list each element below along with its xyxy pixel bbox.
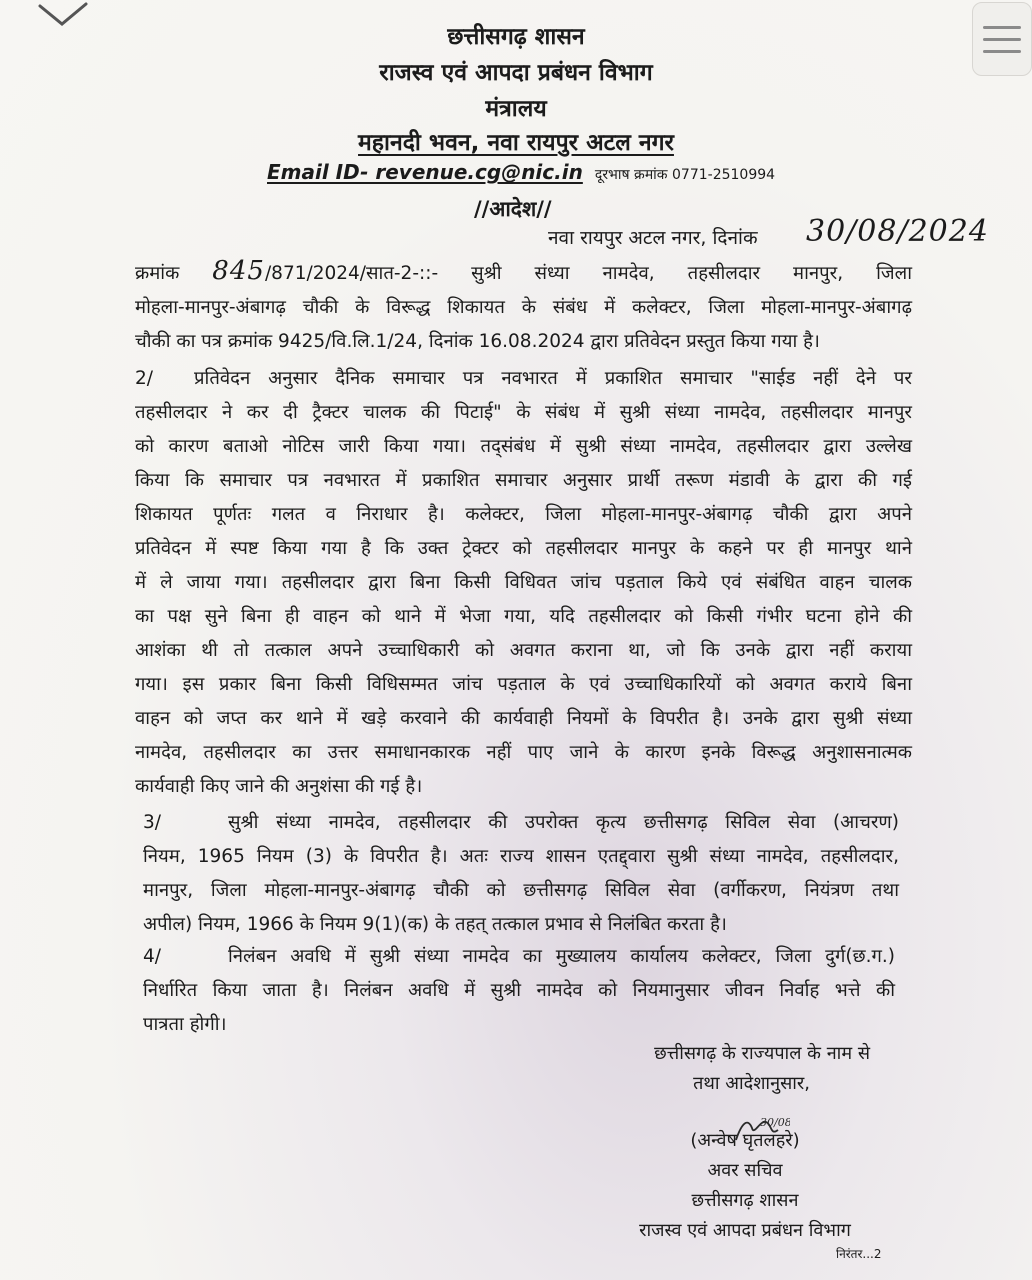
p3-line-1-text: सुश्री संध्या नामदेव, तहसीलदार की उपरोक्त कृत्य छत्तीसगढ़ सिविल सेवा (आचरण) <box>228 812 899 833</box>
p2-line-12: नामदेव, तहसीलदार का उत्तर समाधानकारक नहीं पाए जाने के कारण इनके विरूद्ध अनुशासनात्मक <box>135 742 912 763</box>
email-address[interactable]: Email ID- revenue.cg@nic.in <box>267 160 583 184</box>
signatory-department: राजस्व एवं आपदा प्रबंधन विभाग <box>639 1220 851 1241</box>
signature-line-1: छत्तीसगढ़ के राज्यपाल के नाम से <box>654 1043 870 1064</box>
signatory-designation: अवर सचिव <box>707 1160 783 1181</box>
handwritten-date: 30/08/2024 <box>806 214 989 249</box>
p2-line-8: का पक्ष सुने बिना ही वाहन को थाने में भेजा गया, यदि तहसीलदार को किसी गंभीर घटना होने की <box>135 606 912 627</box>
contact-line <box>267 160 775 187</box>
p2-line-1 <box>194 362 912 396</box>
header-ministry: मंत्रालय <box>485 96 547 122</box>
kramank-handwritten: 845 <box>212 256 265 286</box>
paragraph-1 <box>135 254 912 359</box>
p1-line-1 <box>135 254 912 291</box>
p2-line-7: में ले जाया गया। तहसीलदार द्वारा बिना किसी विधिवत जांच पड़ताल किये एवं संबंधित वाहन चालक <box>135 572 912 593</box>
signature-line-2: तथा आदेशानुसार, <box>693 1073 810 1094</box>
p3-line-4: अपील) नियम, 1966 के नियम 9(1)(क) के तहत् तत्काल प्रभाव से निलंबित करता है। <box>143 914 727 935</box>
initials-text: 30/08 <box>760 1116 790 1129</box>
p1-line-1-text: /871/2024/सात-2-::- सुश्री संध्या नामदेव, तहसीलदार मानपुर, जिला <box>264 263 912 284</box>
signatory-govt: छत्तीसगढ़ शासन <box>691 1190 799 1211</box>
p2-line-2: तहसीलदार ने कर दी ट्रैक्टर चालक की पिटाई" के संबंध में सुश्री संध्या नामदेव, तहसीलदार मानपुर <box>135 402 912 423</box>
paragraph-4 <box>143 974 895 1042</box>
p3-number: 3/ <box>143 812 162 833</box>
paragraph-2 <box>135 396 912 804</box>
p4-line-1-text: निलंबन अवधि में सुश्री संध्या नामदेव का मुख्यालय कार्यालय कलेक्टर, जिला दुर्ग(छ.ग.) <box>228 946 895 967</box>
p2-line-6: प्रतिवेदन में स्पष्ट किया गया है कि उक्त ट्रेक्टर को तहसीलदार मानपुर के कहने पर ही मानपुर थाने <box>135 538 912 559</box>
p2-line-10: गया। इस प्रकार बिना किसी विधिसम्मत जांच पड़ताल के एवं उच्चाधिकारियों को अवगत कराये बिना <box>135 674 912 695</box>
p3-line-2: नियम, 1965 नियम (3) के विपरीत है। अतः राज्य शासन एतद्द्वारा सुश्री संध्या नामदेव, तहसीलदार, <box>143 846 899 867</box>
continued-marker: निरंतर...2 <box>836 1247 882 1261</box>
header-department: राजस्व एवं आपदा प्रबंधन विभाग <box>379 60 653 86</box>
p4-line-3: पात्रता होगी। <box>143 1014 227 1035</box>
p2-line-13: कार्यवाही किए जाने की अनुशंसा की गई है। <box>135 776 423 797</box>
p4-number: 4/ <box>143 946 162 967</box>
paragraph-3 <box>143 840 899 942</box>
p2-line-1-text: प्रतिवेदन अनुसार दैनिक समाचार पत्र नवभारत में प्रकाशित समाचार "साईड नहीं देने पर <box>194 368 912 389</box>
p1-line-2: मोहला-मानपुर-अंबागढ़ चौकी के विरूद्ध शिकायत के संबंध में कलेक्टर, जिला मोहला-मानपुर-अंबागढ़ <box>135 297 912 318</box>
p2-number: 2/ <box>135 368 154 389</box>
p2-line-5: शिकायत पूर्णतः गलत व निराधार है। कलेक्टर, जिला मोहला-मानपुर-अंबागढ़ चौकी द्वारा अपने <box>135 504 912 525</box>
date-place: नवा रायपुर अटल नगर, दिनांक <box>548 227 758 249</box>
p4-line-1 <box>228 940 895 974</box>
header-govt: छत्तीसगढ़ शासन <box>447 24 585 50</box>
signatory-name: (अन्वेष घृतलहरे) <box>690 1130 800 1151</box>
header-address: महानदी भवन, नवा रायपुर अटल नगर <box>358 130 674 156</box>
p3-line-3: मानपुर, जिला मोहला-मानपुर-अंबागढ़ चौकी को छत्तीसगढ़ सिविल सेवा (वर्गीकरण, नियंत्रण तथा <box>143 880 899 901</box>
p3-line-1 <box>228 806 899 840</box>
phone-number: दूरभाष क्रमांक 0771-2510994 <box>594 167 776 183</box>
p1-line-3: चौकी का पत्र क्रमांक 9425/वि.लि.1/24, दिनांक 16.08.2024 द्वारा प्रतिवेदन प्रस्तुत किया गया है। <box>135 331 820 352</box>
p2-line-3: को कारण बताओ नोटिस जारी किया गया। तद्संबंध में सुश्री संध्या नामदेव, तहसीलदार द्वारा उल्लेख <box>135 436 912 457</box>
p4-line-2: निर्धारित किया जाता है। निलंबन अवधि में सुश्री नामदेव को नियमानुसार जीवन निर्वाह भत्ते की <box>143 980 895 1001</box>
p2-line-9: आशंका थी तो तत्काल अपने उच्चाधिकारी को अवगत कराना था, जो कि उनके द्वारा नहीं कराया <box>135 640 912 661</box>
p2-line-11: वाहन को जप्त कर थाने में खड़े करवाने की कार्यवाही नियमों के विपरीत है। उनके द्वारा सुश्री संध्या <box>135 708 912 729</box>
order-title: //आदेश// <box>474 197 552 221</box>
kramank-label: क्रमांक <box>135 263 180 284</box>
p2-line-4: किया कि समाचार पत्र नवभारत में प्रकाशित समाचार अनुसार प्रार्थी तरूण मंडावी के द्वारा की गई <box>135 470 912 491</box>
